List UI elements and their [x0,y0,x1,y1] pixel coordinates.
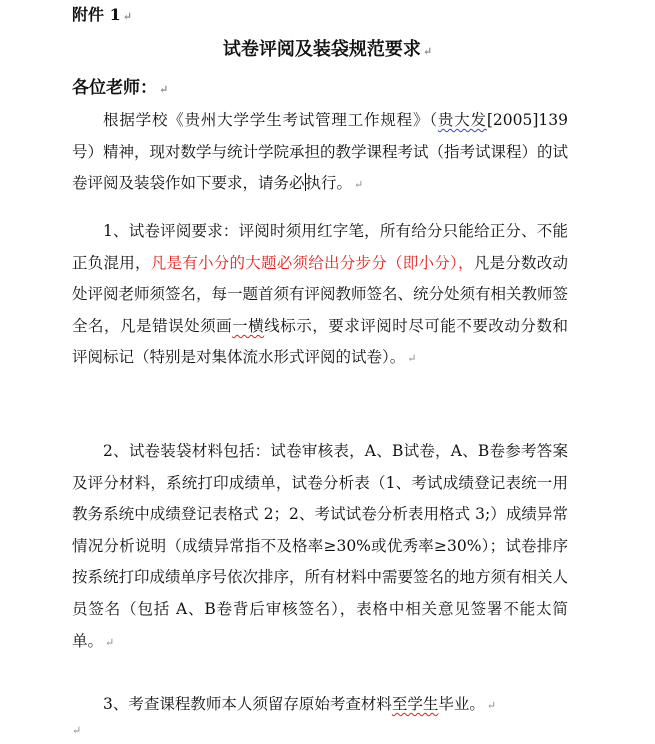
attachment-text: 附件 1 [72,5,121,24]
paragraph-grading-mid: 凡是分数改动处评阅老师须签名，每一题首须有评阅教师签名、统分处须有相关教师签全名，凡是错误处须画 [72,253,569,335]
paragraph-grading-post: 线标示，要求评阅时尽可能不要改动分数和评阅标记（特别是对集体流水形式评阅的试卷）。 [72,316,568,367]
paragraph-intro-mid: [2005]139号）精神，现对数学与统计学院承担的教学课程考试（指考试课程）的试卷评阅及装袋作如下要求，请务必 [72,111,569,193]
paragraph-grading-pre: 1、试卷评阅要求：评阅时须用红字笔，所有给分只能给正分、不能正负混用， [72,222,568,272]
highlight-red-text: 凡是有小分的大题必须给出分步分（即小分）， [150,253,474,272]
spellcheck-underline: 贵大发 [437,111,487,129]
paragraph-mark-icon: ↵ [354,178,364,192]
paragraph-retention-post: 毕业。 [438,695,485,713]
paragraph-packaging-materials [72,436,568,658]
salutation [72,76,168,102]
spellcheck-underline: 至学生 [391,695,439,713]
paragraph-retention [72,689,568,722]
spellcheck-underline: 一横 [232,316,265,335]
salutation-text: 各位老师： [72,78,157,98]
paragraph-mark-icon: ↵ [159,83,169,96]
paragraph-grading-requirements [72,216,568,375]
paragraph-intro-post: 执行。 [305,174,353,193]
document-title-text: 试卷评阅及装袋规范要求 [222,39,421,60]
paragraph-retention-pre: 3、考查课程教师本人须留存原始考查材料 [103,695,392,713]
paragraph-mark-icon: ↵ [105,635,115,649]
paragraph-mark-icon: ↵ [486,699,497,712]
paragraph-packaging-text: 2、试卷装袋材料包括：试卷审核表，A、B试卷，A、B卷参考答案及评分材料，系统打印成绩单，试卷分析表（1、考试成绩登记表统一用教务系统中成绩登记表格式 2；2、考试试卷分析表用格式 3;）成绩异常情况分析说明（成绩异常指不及格率≥30%或优秀率≥30%）；试卷排序按系统打印成绩单序号依次排序，所有材料中需要签名的地方须有相关人员签名（包括 A、B卷背后审核签名），表格中相关意见签署不能太简单。 [72,442,569,650]
paragraph-mark-icon: ↵ [407,352,417,366]
document-title [0,38,655,64]
attachment-label [72,4,132,28]
paragraph-mark-icon: ↵ [122,10,132,23]
paragraph-mark-icon: ↵ [422,45,433,58]
paragraph-intro-pre: 根据学校《贵州大学学生考试管理工作规程》（ [103,111,438,129]
paragraph-mark-icon: ↵ [72,724,82,737]
paragraph-intro [72,105,568,201]
